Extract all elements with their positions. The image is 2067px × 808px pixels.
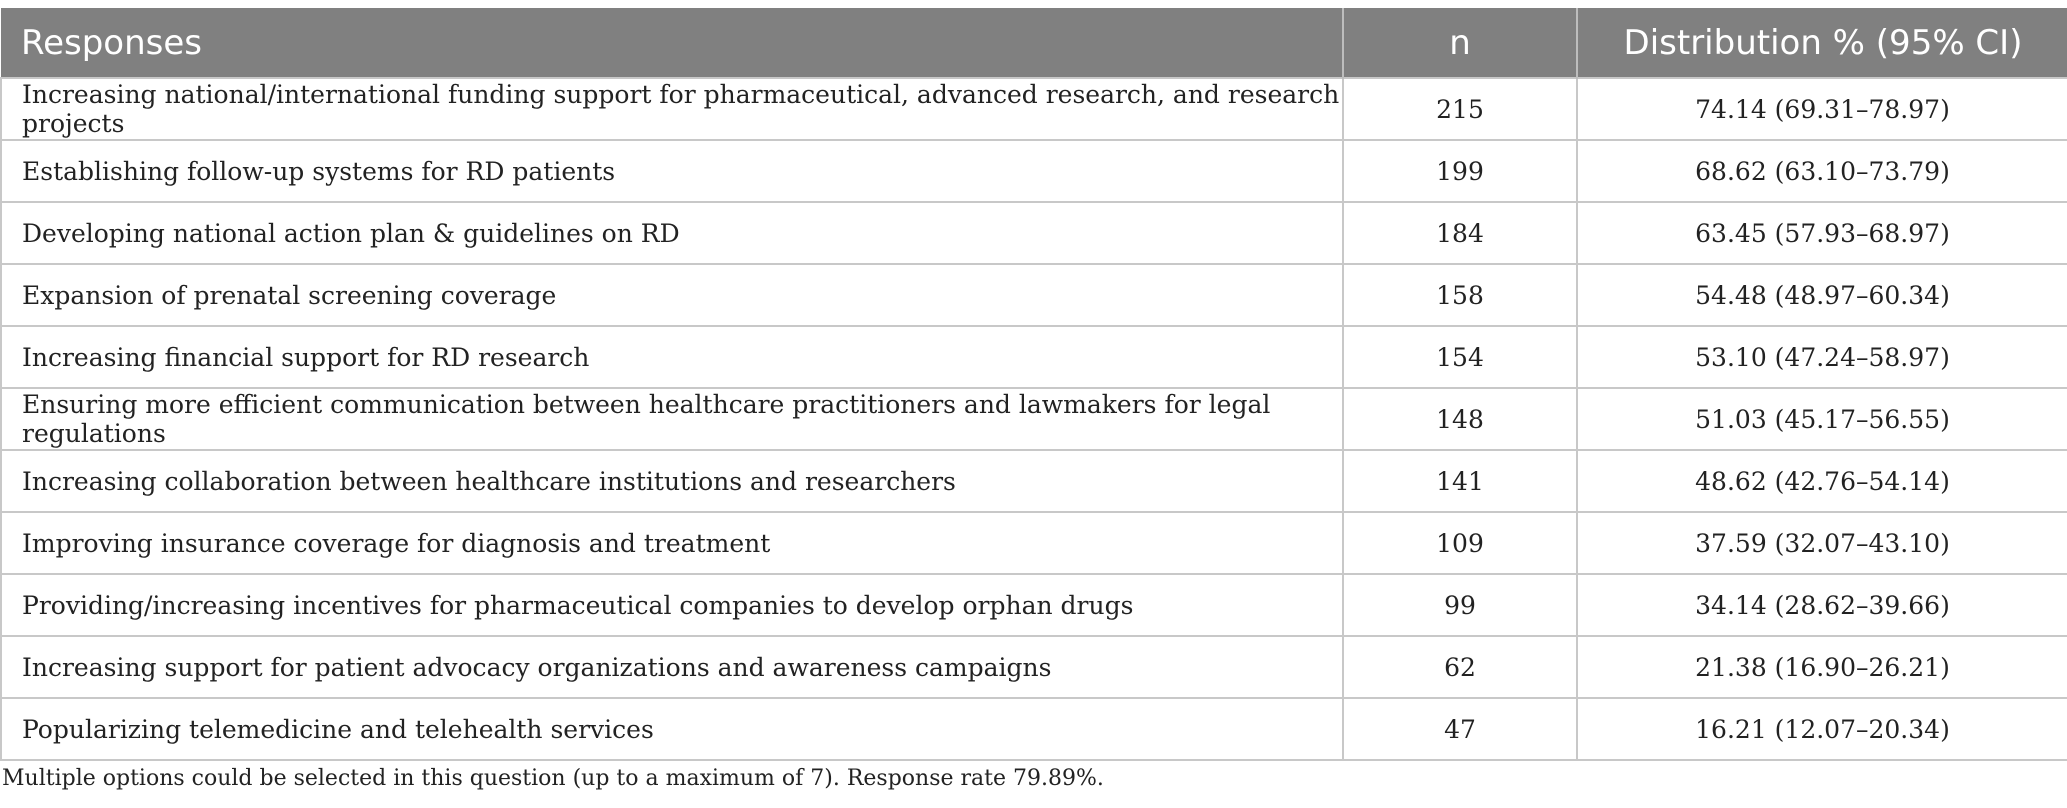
response-cell: Providing/increasing incentives for pharmaceutical companies to develop orphan drugs [1,574,1343,636]
n-cell: 47 [1343,698,1577,760]
table-row [1,326,2067,388]
response-cell: Popularizing telemedicine and telehealth services [1,698,1343,760]
table-header [1,8,2067,78]
response-cell: Increasing collaboration between healthcare institutions and researchers [1,450,1343,512]
table-row [1,450,2067,512]
header-row [1,8,2067,78]
n-cell: 141 [1343,450,1577,512]
distribution-cell: 34.14 (28.62–39.66) [1577,574,2067,636]
distribution-cell: 48.62 (42.76–54.14) [1577,450,2067,512]
distribution-cell: 74.14 (69.31–78.97) [1577,78,2067,140]
response-cell: Establishing follow-up systems for RD patients [1,140,1343,202]
n-cell: 148 [1343,388,1577,450]
table-row [1,388,2067,450]
table-body [1,78,2067,760]
n-cell: 154 [1343,326,1577,388]
responses-table [0,8,2067,761]
table-row [1,512,2067,574]
response-cell: Increasing support for patient advocacy organizations and awareness campaigns [1,636,1343,698]
header-n: n [1343,8,1577,78]
response-cell: Expansion of prenatal screening coverage [1,264,1343,326]
table-row [1,574,2067,636]
distribution-cell: 37.59 (32.07–43.10) [1577,512,2067,574]
table-row [1,140,2067,202]
table-container [0,8,2067,761]
response-cell: Ensuring more efficient communication between healthcare practitioners and lawmakers for legal regulations [1,388,1343,450]
n-cell: 99 [1343,574,1577,636]
n-cell: 199 [1343,140,1577,202]
table-row [1,264,2067,326]
response-cell: Improving insurance coverage for diagnosis and treatment [1,512,1343,574]
n-cell: 215 [1343,78,1577,140]
table-footnote: Multiple options could be selected in this question (up to a maximum of 7). Response rate 79.89%. [2,766,1104,791]
distribution-cell: 68.62 (63.10–73.79) [1577,140,2067,202]
table-row [1,636,2067,698]
header-distribution: Distribution % (95% CI) [1577,8,2067,78]
response-cell: Developing national action plan & guidelines on RD [1,202,1343,264]
n-cell: 109 [1343,512,1577,574]
table-row [1,698,2067,760]
response-cell: Increasing national/international funding support for pharmaceutical, advanced research, and research projects [1,78,1343,140]
table-row [1,78,2067,140]
n-cell: 158 [1343,264,1577,326]
distribution-cell: 16.21 (12.07–20.34) [1577,698,2067,760]
distribution-cell: 51.03 (45.17–56.55) [1577,388,2067,450]
response-cell: Increasing financial support for RD research [1,326,1343,388]
distribution-cell: 63.45 (57.93–68.97) [1577,202,2067,264]
distribution-cell: 21.38 (16.90–26.21) [1577,636,2067,698]
distribution-cell: 54.48 (48.97–60.34) [1577,264,2067,326]
n-cell: 62 [1343,636,1577,698]
header-responses: Responses [1,8,1343,78]
table-row [1,202,2067,264]
n-cell: 184 [1343,202,1577,264]
distribution-cell: 53.10 (47.24–58.97) [1577,326,2067,388]
